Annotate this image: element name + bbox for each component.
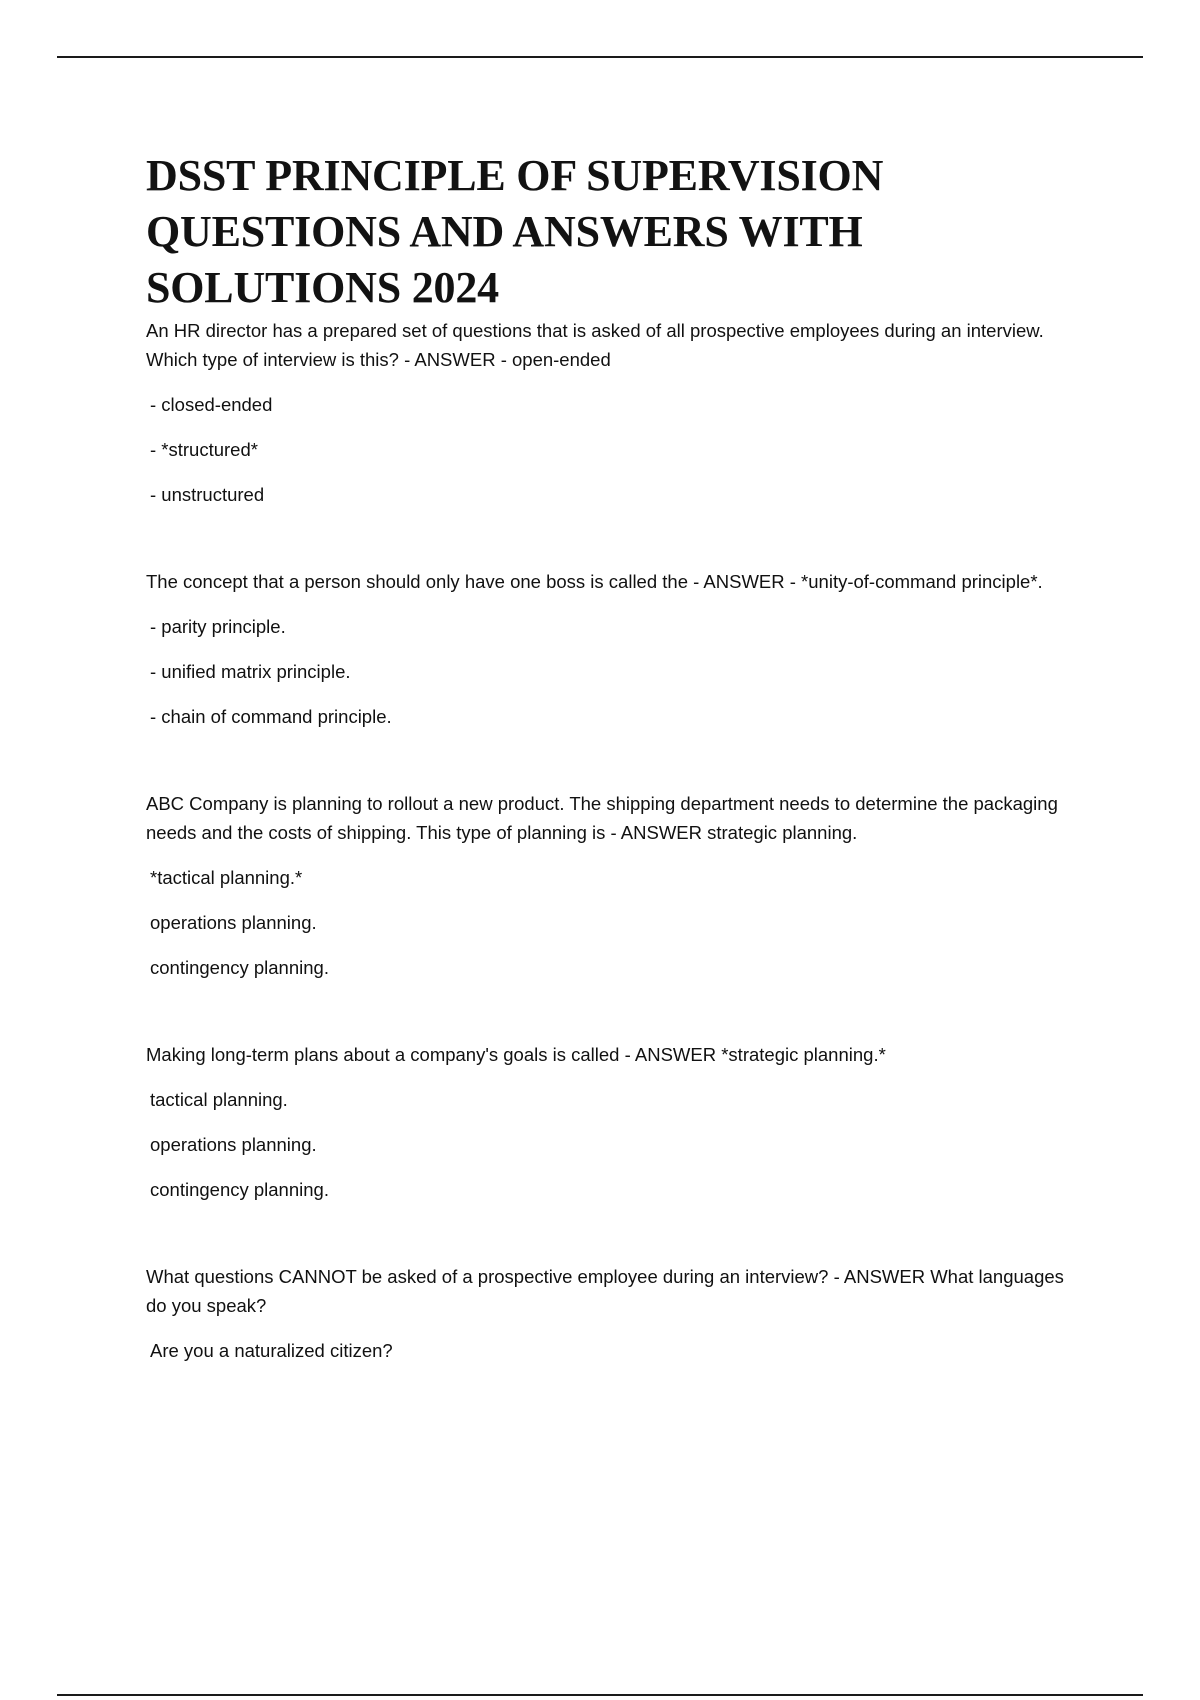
- answer-options: [146, 1336, 1076, 1365]
- answer-options: [146, 390, 1076, 509]
- answer-options: [146, 863, 1076, 982]
- answer-option: Are you a naturalized citizen?: [150, 1340, 393, 1361]
- title-line: SOLUTIONS 2024: [146, 263, 499, 312]
- answer-option: operations planning.: [150, 1134, 317, 1155]
- answer-option: contingency planning.: [150, 957, 329, 978]
- answer-options: [146, 612, 1076, 731]
- answer-option: contingency planning.: [150, 1179, 329, 1200]
- question-text: The concept that a person should only have one boss is called the - ANSWER - *unity-of-command principle*.: [146, 571, 1043, 592]
- answer-option: - unstructured: [150, 484, 265, 505]
- answer-option: operations planning.: [150, 912, 317, 933]
- qa-item: [146, 789, 1076, 982]
- answer-option: - *structured*: [150, 439, 258, 460]
- qa-item: [146, 1262, 1076, 1365]
- question-text: ABC Company is planning to rollout a new product. The shipping department needs to determine the packaging needs and the costs of shipping. This type of planning is - ANSWER strategic planning.: [146, 793, 1058, 843]
- answer-option: tactical planning.: [150, 1089, 288, 1110]
- answer-option: - parity principle.: [150, 616, 286, 637]
- qa-item: [146, 567, 1076, 731]
- qa-item: [146, 316, 1076, 509]
- document-title: [146, 148, 1076, 316]
- answer-option: - closed-ended: [150, 394, 273, 415]
- answer-option: - unified matrix principle.: [150, 661, 351, 682]
- bottom-divider: [57, 1694, 1143, 1696]
- top-divider: [57, 56, 1143, 58]
- question-text: What questions CANNOT be asked of a prospective employee during an interview? - ANSWER What languages do you speak?: [146, 1266, 1064, 1316]
- question-text: Making long-term plans about a company's goals is called - ANSWER *strategic planning.*: [146, 1044, 886, 1065]
- document-body: [146, 148, 1076, 1365]
- title-line: QUESTIONS AND ANSWERS WITH: [146, 207, 863, 256]
- question-text: An HR director has a prepared set of questions that is asked of all prospective employees during an interview. Which type of interview is this? - ANSWER - open-ended: [146, 320, 1044, 370]
- answer-option: *tactical planning.*: [150, 867, 303, 888]
- qa-item: [146, 1040, 1076, 1204]
- answer-option: - chain of command principle.: [150, 706, 392, 727]
- title-line: DSST PRINCIPLE OF SUPERVISION: [146, 151, 884, 200]
- answer-options: [146, 1085, 1076, 1204]
